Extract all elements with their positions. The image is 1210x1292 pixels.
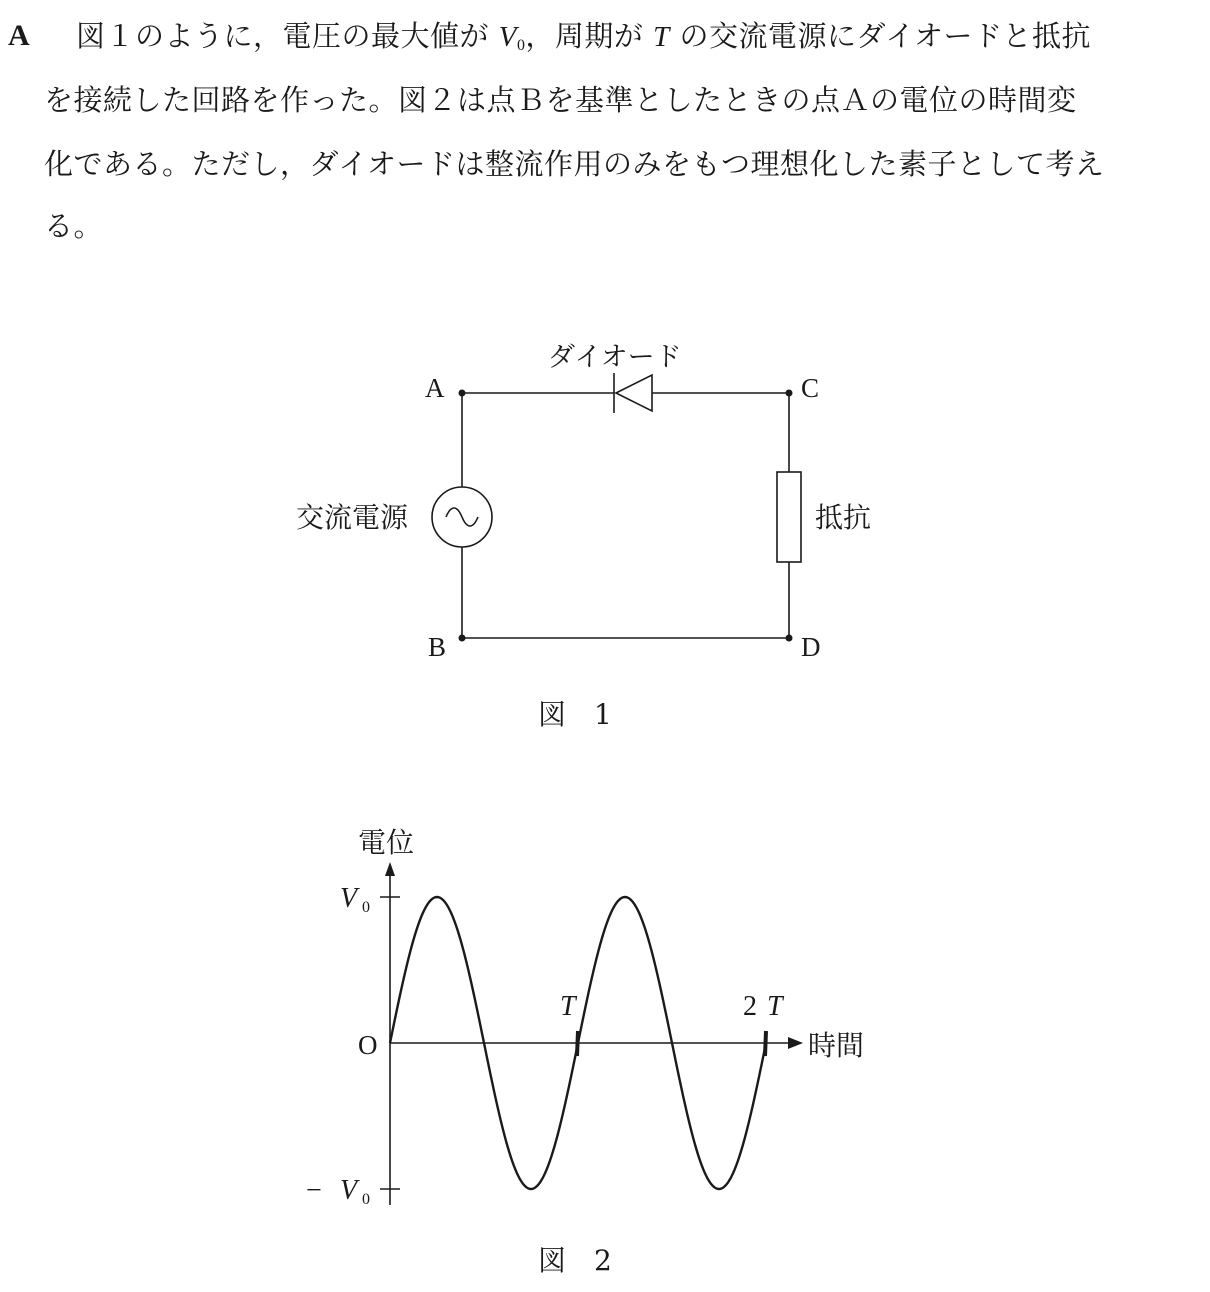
x-tick-2T-T: T bbox=[767, 991, 783, 1022]
figure-2-caption: 図 2 bbox=[538, 1244, 612, 1277]
y-min-sub: 0 bbox=[362, 1191, 370, 1208]
y-axis-label: 電位 bbox=[358, 826, 415, 859]
y-max-sub: 0 bbox=[362, 899, 370, 916]
diode-label: ダイオード bbox=[548, 342, 682, 373]
problem-line-3: 化である。ただし，ダイオードは整流作用のみをもつ理想化した素子として考え bbox=[44, 147, 1105, 181]
node-c-label: C bbox=[801, 373, 820, 403]
y-max-label bbox=[340, 883, 370, 916]
x-axis-arrow-icon bbox=[788, 1037, 803, 1049]
ac-source-label: 交流電源 bbox=[296, 501, 409, 534]
v-letter: V bbox=[498, 21, 517, 53]
y-min-minus: − bbox=[306, 1175, 322, 1206]
resistor-label: 抵抗 bbox=[815, 501, 872, 534]
problem-line-2: を接続した回路を作った。図２は点Ｂを基準としたときの点Ａの電位の時間変 bbox=[44, 83, 1077, 117]
node-b-label: B bbox=[428, 632, 447, 662]
line1-a: 図１のように，電圧の最大値が bbox=[76, 19, 499, 53]
y-axis-arrow-icon bbox=[385, 862, 395, 876]
figure-1-caption: 図 1 bbox=[538, 698, 612, 731]
x-axis-label: 時間 bbox=[808, 1029, 865, 1062]
t-symbol: T bbox=[653, 21, 670, 53]
y-max-v: V bbox=[340, 883, 358, 914]
origin-label: O bbox=[358, 1030, 378, 1060]
line1-c: の交流電源にダイオードと抵抗 bbox=[669, 19, 1092, 53]
x-tick-2T-label bbox=[743, 991, 785, 1022]
y-min-label bbox=[306, 1175, 370, 1208]
problem-line-4: る。 bbox=[44, 209, 104, 243]
problem-label: A bbox=[8, 19, 30, 52]
x-tick-T-label: T bbox=[560, 991, 576, 1022]
node-a-label: A bbox=[425, 373, 445, 403]
y-min-v: V bbox=[340, 1175, 358, 1206]
x-tick-2T-num: 2 bbox=[743, 991, 757, 1022]
node-d-label: D bbox=[801, 632, 821, 662]
v-subscript: 0 bbox=[516, 36, 526, 54]
line1-b: ，周期が bbox=[525, 19, 654, 53]
